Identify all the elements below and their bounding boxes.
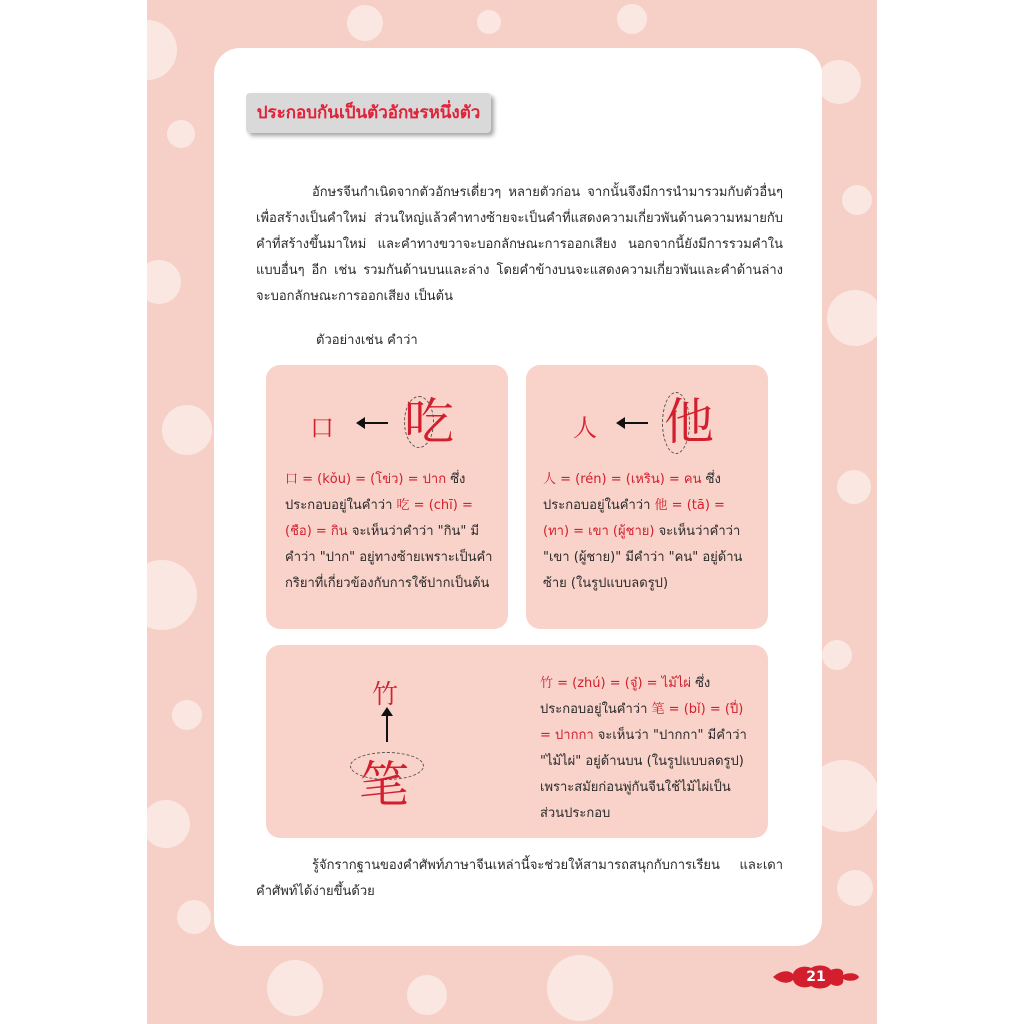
description-text: จะเห็นว่า "ปากกา" มีคำว่า "ไม้ไผ่" อยู่ด้านบน (ในรูปแบบลดรูป) เพราะสมัยก่อนพู่กันจีนใช้ไม้ไผ่เป็นส่วนประกอบ	[540, 728, 747, 821]
section-heading: ประกอบกันเป็นตัวอักษรหนึ่งตัว	[246, 93, 491, 133]
description-text: จะเห็นว่าคำว่า "กิน" มีคำว่า "ปาก" อยู่ทางซ้ายเพราะเป็นคำกริยาที่เกี่ยวข้องกับการใช้ปากเป็นต้น	[285, 524, 493, 591]
example-label: ตัวอย่างเช่น คำว่า	[316, 333, 418, 348]
radical-definition: 口 = (kǒu) = (โข่ว) = ปาก	[285, 472, 447, 487]
box-description	[285, 467, 495, 597]
description-text: ซึ่งประกอบอยู่ในคำว่า	[540, 676, 711, 717]
decor-dot	[347, 5, 383, 41]
closing-paragraph: รู้จักรากฐานของคำศัพท์ภาษาจีนเหล่านี้จะช่วยให้สามารถสนุกกับการเรียน และเดาคำศัพท์ได้ง่ายขึ้นด้วย	[256, 858, 783, 899]
decor-dot	[822, 640, 852, 670]
arrow-left-icon	[622, 422, 648, 424]
decor-dot	[267, 960, 323, 1016]
compound-char: 笔	[359, 756, 409, 814]
radical-char: 竹	[372, 680, 399, 710]
decor-dot	[842, 185, 872, 215]
description-text: จะเห็นว่าคำว่า "เขา (ผู้ชาย)" มีคำว่า "คน" อยู่ด้านซ้าย (ในรูปแบบลดรูป)	[543, 524, 743, 591]
radical-char: 人	[573, 414, 597, 442]
compound-definition: 笔 = (bǐ) = (ปี่) = ปากกา	[540, 702, 744, 743]
radical-char: 口	[310, 414, 334, 442]
decor-dot	[617, 4, 647, 34]
radical-definition: 人 = (rén) = (เหริน) = คน	[543, 472, 702, 487]
compound-definition: 他 = (tā) = (ทา) = เขา (ผู้ชาย)	[543, 498, 725, 539]
decor-dot	[837, 470, 871, 504]
decor-dot	[147, 20, 177, 80]
decor-dot	[177, 900, 211, 934]
decor-dot	[172, 700, 202, 730]
decor-dot	[147, 800, 190, 848]
arrow-left-icon	[362, 422, 388, 424]
box-description	[540, 671, 752, 827]
decor-dot	[407, 975, 447, 1015]
radical-definition: 竹 = (zhú) = (จู๋) = ไม้ไผ่	[540, 676, 691, 691]
decor-dot	[837, 870, 873, 906]
compound-definition: 吃 = (chī) = (ชือ) = กิน	[285, 498, 473, 539]
intro-paragraph: อักษรจีนกำเนิดจากตัวอักษรเดี่ยวๆ หลายตัวก่อน จากนั้นจึงมีการนำมารวมกับตัวอื่นๆ เพื่อสร้างเป็นคำใหม่ ส่วนใหญ่แล้วคำทางซ้ายจะเป็นคำที่แสดงความเกี่ยวพันด้านความหมายกับคำที่สร้างขึ้นมาใหม่ และคำทางขวาจะบอกลักษณะการออกเสียง นอกจากนี้ยังมีการรวมคำในแบบอื่นๆ อีก เช่น รวมกันด้านบนและล่าง โดยคำข้างบนจะแสดงความเกี่ยวพันและคำด้านล่างจะบอกลักษณะการออกเสียง เป็นต้น	[256, 185, 783, 304]
decor-dot	[162, 405, 212, 455]
decor-dot	[147, 560, 197, 630]
decor-dot	[817, 60, 861, 104]
page-number-badge	[771, 962, 861, 992]
decor-dot	[147, 260, 181, 304]
arrow-up-icon	[386, 714, 388, 742]
box-description	[543, 467, 755, 597]
description-text: ซึ่งประกอบอยู่ในคำว่า	[543, 472, 721, 513]
decor-dot	[547, 955, 613, 1021]
compound-char: 他	[664, 393, 714, 451]
decor-dot	[477, 10, 501, 34]
decor-dot	[167, 120, 195, 148]
compound-char: 吃	[404, 393, 454, 451]
page-number: 21	[806, 969, 826, 985]
decor-dot	[827, 290, 877, 346]
description-text: ซึ่งประกอบอยู่ในคำว่า	[285, 472, 466, 513]
